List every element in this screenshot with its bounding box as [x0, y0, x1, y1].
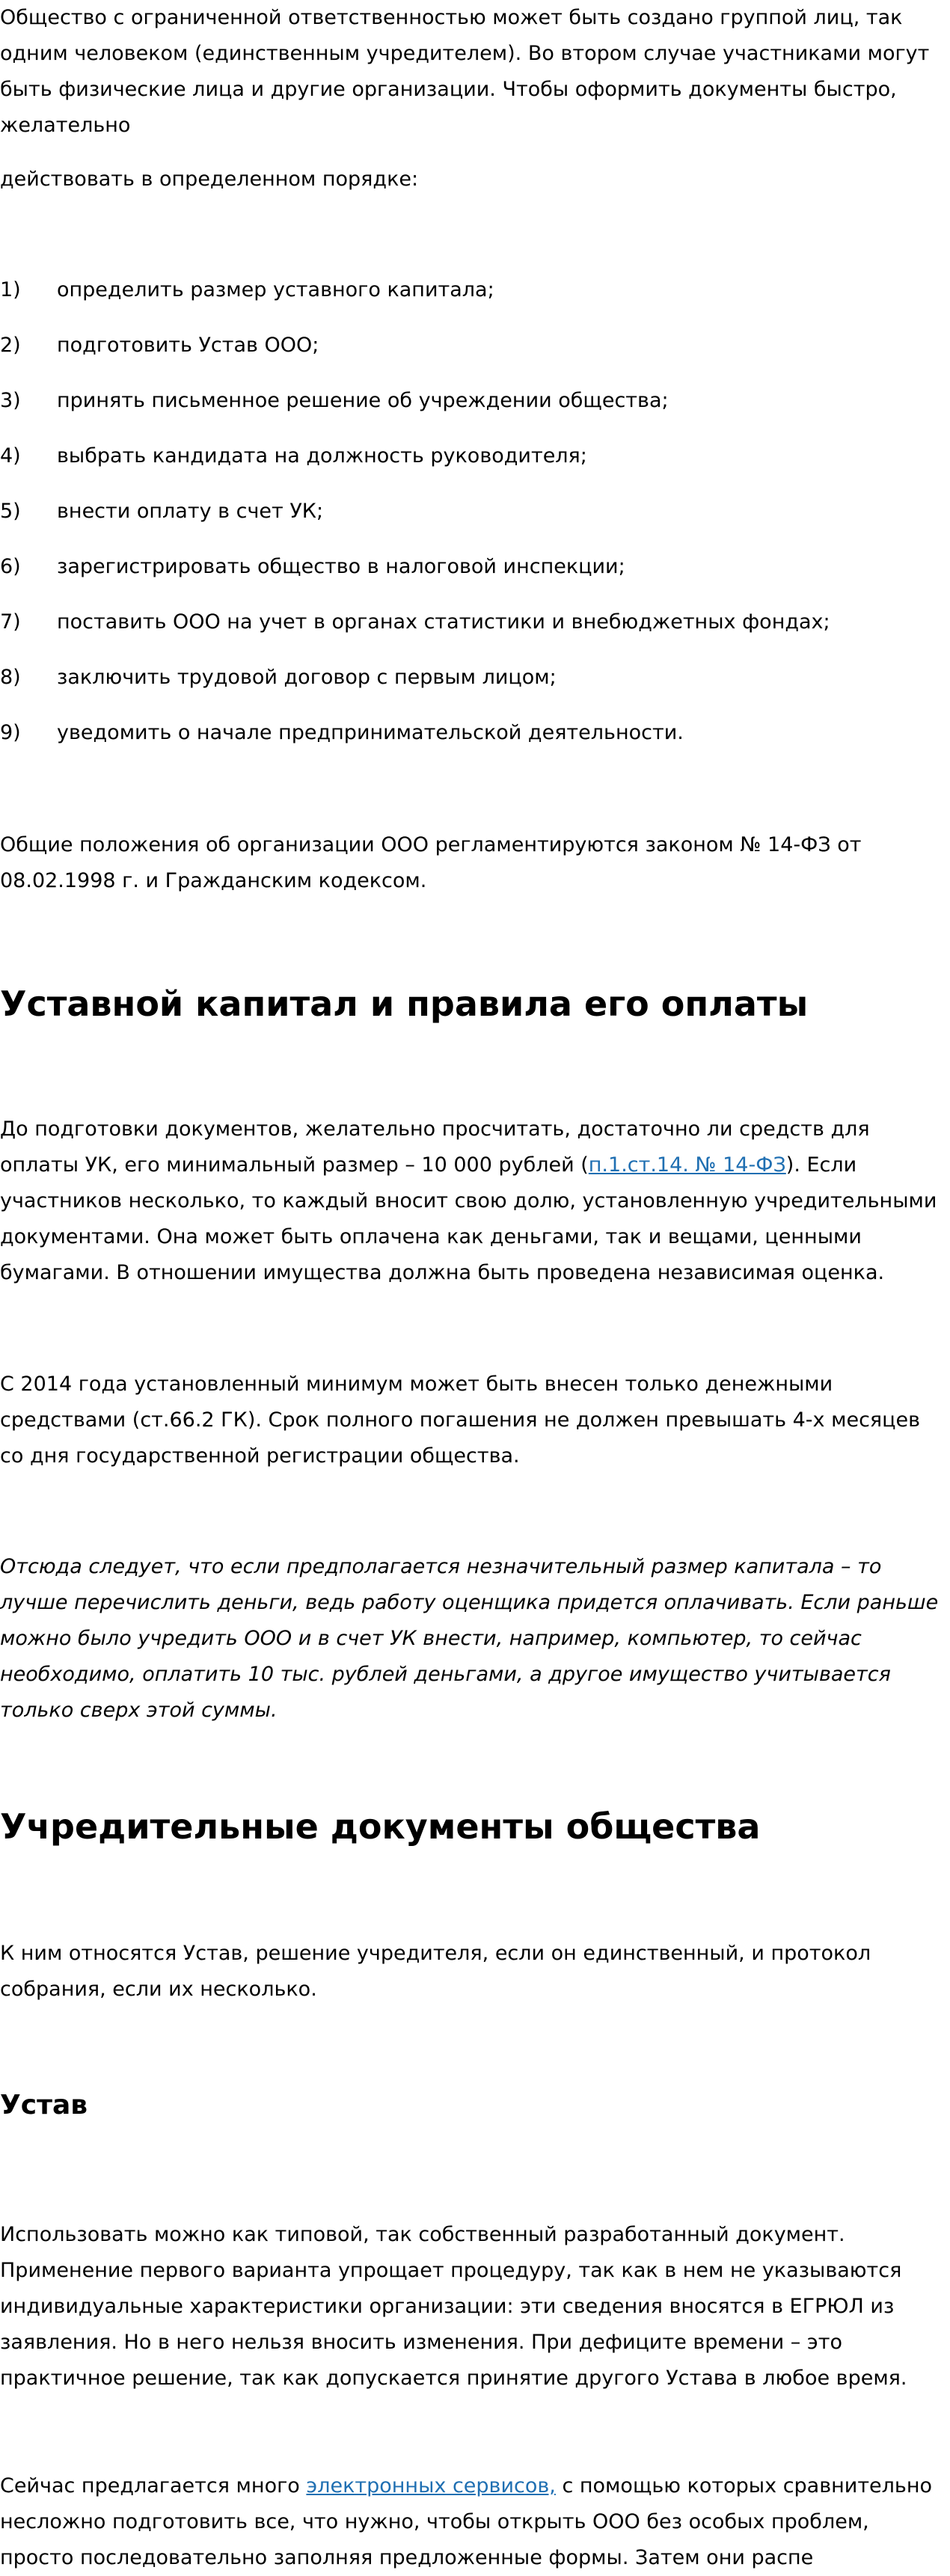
- list-item-text: внести оплату в счет УК;: [57, 500, 324, 523]
- list-item: [0, 660, 949, 696]
- intro-paragraph: Общество с ограниченной ответственностью может быть создано группой лиц, так одним человеком (единственным учредителем). Во втором случае участниками могут быть физические лица и другие организации. Чтобы оформить документы быстро, желательно: [0, 6, 930, 137]
- list-item-number: 4): [0, 444, 21, 467]
- charter-text-before-link: Сейчас предлагается много: [0, 2474, 307, 2497]
- section-heading-capital: Уставной капитал и правила его оплаты: [0, 984, 809, 1024]
- list-item: [0, 438, 949, 474]
- list-item: [0, 549, 949, 585]
- list-item-number: 9): [0, 721, 21, 744]
- list-item-number: 2): [0, 334, 21, 357]
- list-item-text: уведомить о начале предпринимательской деятельности.: [57, 721, 684, 744]
- law-reference-link[interactable]: п.1.ст.14. № 14-ФЗ: [588, 1153, 786, 1177]
- section-heading-charter: Устав: [0, 2090, 88, 2120]
- charter-paragraph-1: Использовать можно как типовой, так собственный разработанный документ. Применение первого варианта упрощает процедуру, так как в нем не указываются индивидуальные характеристики организации: эти сведения вносятся в ЕГРЮЛ из заявления. Но в него нельзя вносить изменения. При дефиците времени – это практичное решение, так как допускается принятие другого Устава в любое время.: [0, 2223, 907, 2390]
- list-item: [0, 715, 949, 751]
- section-heading-documents: Учредительные документы общества: [0, 1806, 761, 1847]
- capital-paragraph-1: [0, 1111, 949, 1291]
- intro-continuation: действовать в определенном порядке:: [0, 168, 419, 191]
- list-item-text: заключить трудовой договор с первым лицом;: [57, 666, 557, 689]
- list-item-number: 6): [0, 555, 21, 578]
- charter-paragraph-2: [0, 2468, 949, 2576]
- list-item-text: подготовить Устав ООО;: [57, 334, 319, 357]
- list-item-number: 8): [0, 666, 21, 689]
- capital-text-after-link: ). Если участников несколько, то каждый вносит свою долю, установленную учредительными документами. Она может быть оплачена как деньгами, так и вещами, ценными бумагами. В отношении имущества должна быть проведена независимая оценка.: [0, 1153, 937, 1284]
- list-item-number: 3): [0, 389, 21, 412]
- capital-paragraph-3-italic: Отсюда следует, что если предполагается незначительный размер капитала – то лучше перечислить деньги, ведь работу оценщика придется оплачивать. Если раньше можно было учредить ООО и в счет УК внести, например, компьютер, то сейчас необходимо, оплатить 10 тыс. рублей деньгами, а другое имущество учитывается только сверх этой суммы.: [0, 1555, 939, 1722]
- list-item-text: выбрать кандидата на должность руководителя;: [57, 444, 587, 467]
- list-item: [0, 604, 949, 640]
- list-item: [0, 328, 949, 364]
- capital-paragraph-2: С 2014 года установленный минимум может быть внесен только денежными средствами (ст.66.2 ГК). Срок полного погашения не должен превышать 4-х месяцев со дня государственной регистрации общества.: [0, 1373, 921, 1468]
- list-item-text: зарегистрировать общество в налоговой инспекции;: [57, 555, 625, 578]
- list-item-text: принять письменное решение об учреждении общества;: [57, 389, 669, 412]
- general-provisions-paragraph: Общие положения об организации ООО регламентируются законом № 14-ФЗ от 08.02.1998 г. и Гражданским кодексом.: [0, 833, 862, 892]
- list-item-text: определить размер уставного капитала;: [57, 278, 494, 301]
- list-item-number: 5): [0, 500, 21, 523]
- list-item-number: 7): [0, 610, 21, 634]
- list-item: [0, 494, 949, 530]
- list-item-text: поставить ООО на учет в органах статистики и внебюджетных фондах;: [57, 610, 830, 634]
- documents-paragraph: К ним относятся Устав, решение учредителя, если он единственный, и протокол собрания, если их несколько.: [0, 1942, 871, 2001]
- list-item-number: 1): [0, 278, 21, 301]
- online-services-link[interactable]: электронных сервисов,: [306, 2474, 556, 2497]
- list-item: [0, 383, 949, 419]
- capital-text-before-link: До подготовки документов, желательно просчитать, достаточно ли средств для оплаты УК, его минимальный размер – 10 000 рублей (: [0, 1117, 870, 1177]
- charter-text-after-link: с помощью которых сравнительно несложно подготовить все, что нужно, чтобы открыть ООО без особых проблем, просто последовательно заполняя предложенные формы. Затем они распе: [0, 2474, 933, 2569]
- list-item: [0, 272, 949, 308]
